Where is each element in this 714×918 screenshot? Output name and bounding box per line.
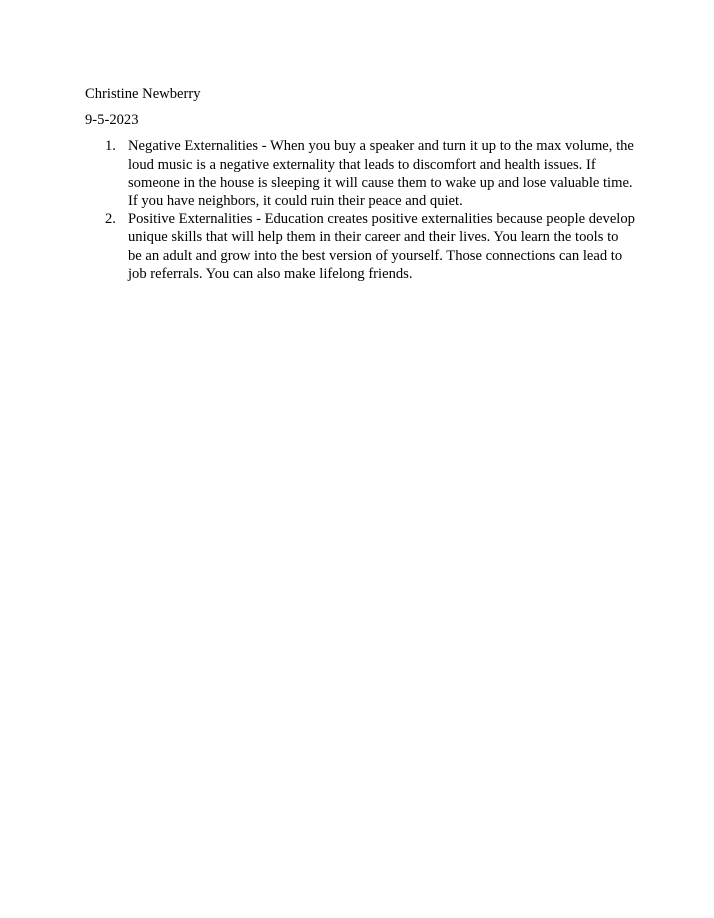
document-date: 9-5-2023 <box>85 112 139 129</box>
list-item-number: 1. <box>105 138 116 155</box>
list-item-text: Negative Externalities - When you buy a speaker and turn it up to the max volume, the loud music is a negative externality that leads to discomfort and health issues. If someone in the house is sleeping it will cause them to wake up and lose valuable time. If you have neighbors, it could ruin their peace and quiet. <box>128 138 634 210</box>
author-name: Christine Newberry <box>85 86 201 102</box>
list-item <box>85 137 635 210</box>
document-page <box>85 85 635 283</box>
list-item-text: Positive Externalities - Education creates positive externalities because people develop unique skills that will help them in their career and their lives. You learn the tools to be an adult and grow into the best version of yourself. Those connections can lead to job referrals. You can also make lifelong friends. <box>128 211 635 282</box>
list-item <box>85 210 635 283</box>
list-item-number: 2. <box>105 211 116 228</box>
numbered-list <box>85 137 635 283</box>
